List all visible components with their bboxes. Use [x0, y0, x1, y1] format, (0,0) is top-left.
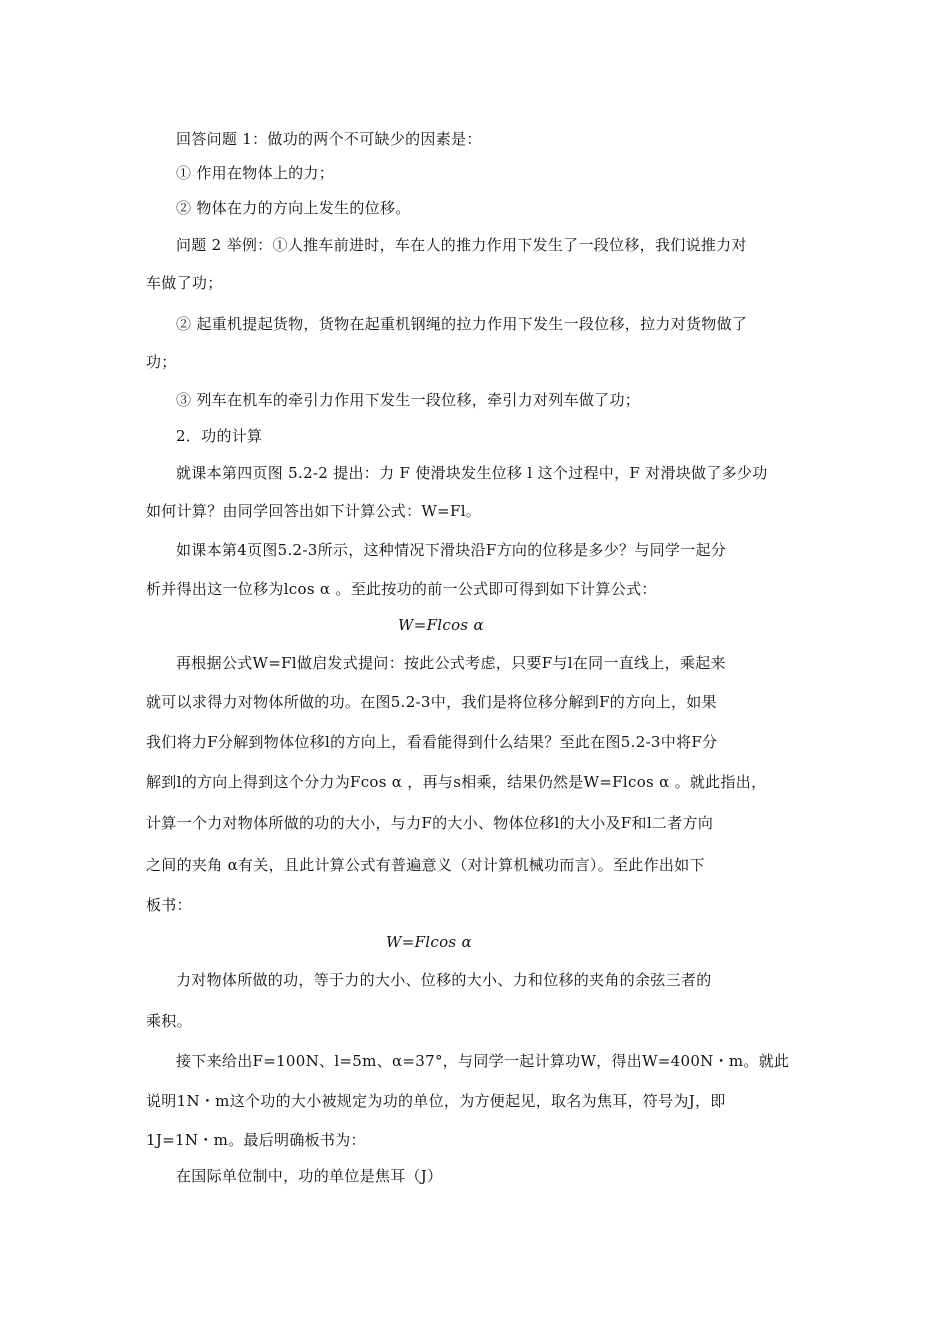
text-line: 车做了功；: [146, 274, 223, 292]
text-line: 再根据公式W=Fl做启发式提问：按此公式考虑，只要F与l在同一直线上，乘起来: [176, 654, 726, 672]
text-line: 乘积。: [146, 1012, 192, 1030]
text-line: ① 作用在物体上的力；: [176, 164, 335, 182]
text-line: 如何计算？由同学回答出如下计算公式：W=Fl。: [146, 502, 482, 520]
text-line: 之间的夹角 α有关，且此计算公式有普遍意义（对计算机械功而言）。至此作出如下: [146, 856, 705, 874]
text-line: 板书：: [146, 896, 192, 914]
text-line: 1J=1N・m。最后明确板书为：: [146, 1131, 366, 1149]
text-line: 说明1N・m这个功的大小被规定为功的单位，为方便起见，取名为焦耳，符号为J，即: [146, 1092, 726, 1110]
text-line: ② 起重机提起货物，货物在起重机钢绳的拉力作用下发生一段位移，拉力对货物做了: [176, 315, 748, 333]
formula: W=Flcos α: [398, 616, 484, 634]
text-line: ③ 列车在机车的牵引力作用下发生一段位移，牵引力对列车做了功；: [176, 391, 641, 409]
text-line: 我们将力F分解到物体位移l的方向上，看看能得到什么结果？至此在图5.2-3中将F分: [146, 733, 718, 751]
formula: W=Flcos α: [386, 933, 472, 951]
text-line: 回答问题 1：做功的两个不可缺少的因素是：: [176, 130, 482, 148]
text-line: 功；: [146, 353, 177, 371]
text-line: 解到l的方向上得到这个分力为Fcos α ，再与s相乘，结果仍然是W=Flcos α 。就此指出，: [146, 773, 767, 791]
text-line: 就可以求得力对物体所做的功。在图5.2-3中，我们是将位移分解到F的方向上，如果: [146, 693, 717, 711]
text-line: 接下来给出F=100N、l=5m、α=37°，与同学一起计算功W，得出W=400N・m。就此: [176, 1052, 790, 1070]
text-line: 析并得出这一位移为lcos α 。至此按功的前一公式即可得到如下计算公式：: [146, 580, 657, 598]
text-line: ② 物体在力的方向上发生的位移。: [176, 199, 411, 217]
text-line: 如课本第4页图5.2-3所示，这种情况下滑块沿F方向的位移是多少？与同学一起分: [176, 541, 727, 559]
section-heading: 2．功的计算: [176, 427, 263, 445]
text-line: 就课本第四页图 5.2-2 提出：力 F 使滑块发生位移 l 这个过程中，F 对滑块做了多少功: [176, 464, 768, 482]
text-line: 力对物体所做的功，等于力的大小、位移的大小、力和位移的夹角的余弦三者的: [176, 971, 712, 989]
text-line: 在国际单位制中，功的单位是焦耳（J）: [176, 1167, 443, 1185]
text-line: 问题 2 举例：①人推车前进时，车在人的推力作用下发生了一段位移，我们说推力对: [176, 236, 747, 254]
text-line: 计算一个力对物体所做的功的大小，与力F的大小、物体位移l的大小及F和l二者方向: [146, 814, 714, 832]
